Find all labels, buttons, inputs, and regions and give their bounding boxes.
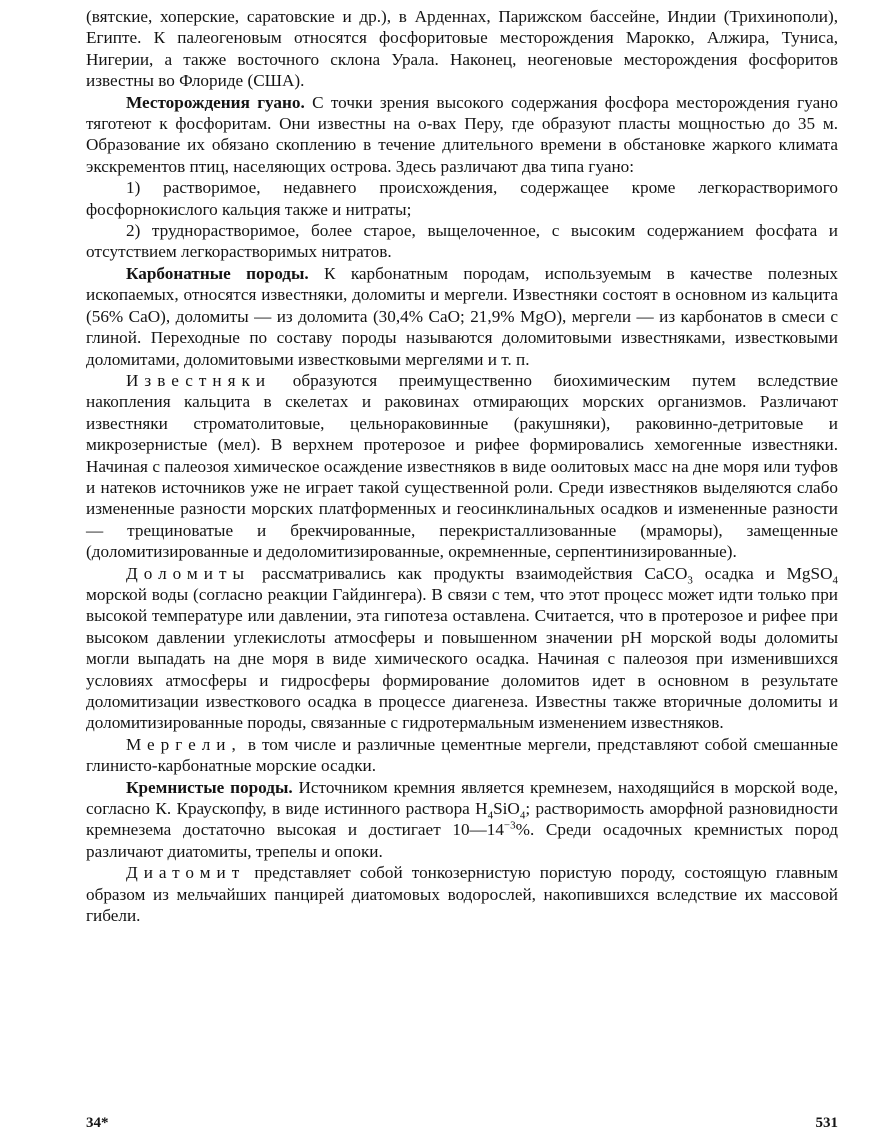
- paragraph-text: в том числе и различные цементные мергели, представляют собой смешанные глинисто-карбонатные морские осадки.: [86, 734, 838, 776]
- paragraph-carbonate-rocks: [86, 263, 838, 370]
- signature-mark: 34*: [86, 1115, 109, 1131]
- paragraph-text: морской воды (согласно реакции Гайдингера). В связи с тем, что этот процесс может идти только при высокой температуре или давлении, эта гипотеза оставлена. Считается, что в протерозое и рифее при высоком давлении углекислоты атмосферы и повышенном значении pH морской воды доломиты могли выпадать на дне моря в виде химического осадка. Начиная с палеозоя при изменившихся условиях атмосферы и гидросферы формирование доломитов идет в основном в результате доломитизации известкового осадка в процессе диагенеза. Известны также вторичные доломиты и доломитизированные породы, связанные с гидротермальным изменением известняков.: [86, 584, 838, 733]
- paragraph-marls: [86, 734, 838, 777]
- paragraph-text: К карбонатным породам, используемым в качестве полезных ископаемых, относятся известняки, доломиты и мергели. Известняки состоят в основном из кальцита (56% CaO), доломиты — из доломита (30,4% CaO; 21,9% MgO), мергели — из карбонатов в смеси с глиной. Переходные по составу породы называются доломитовыми известняками, известковыми доломитами, доломитовыми известковыми мергелями и т. п.: [86, 263, 838, 369]
- paragraph-guano: [86, 92, 838, 178]
- paragraph-text: С точки зрения высокого содержания фосфора месторождения гуано тяготеют к фосфоритам. Они известны на о-вах Перу, где образуют пласты мощностью до 35 м. Образование их обязано скоплению в течение длительного времени в обстановке жаркого климата экскрементов птиц, населяющих острова. Здесь различают два типа гуано:: [86, 92, 838, 176]
- paragraph-text: (вятские, хоперские, саратовские и др.), в Арденнах, Парижском бассейне, Индии (Трихинополи), Египте. К палеогеновым относятся фосфоритовые месторождения Марокко, Алжира, Туниса, Нигерии, а также восточного склона Урала. Наконец, неогеновые месторождения фосфоритов известны во Флориде (США).: [86, 7, 838, 91]
- term-limestones: Известняки: [126, 370, 272, 390]
- section-heading-siliceous: Кремнистые породы.: [126, 777, 293, 797]
- paragraph-text: %. Среди осадочных кремнистых пород различают диатомиты, трепелы и опоки.: [86, 820, 838, 861]
- list-item-text: 1) растворимое, недавнего происхождения, содержащее кроме легкорастворимого фосфорнокислого кальция также и нитраты;: [86, 178, 838, 219]
- paragraph-dolomites: [86, 563, 838, 734]
- paragraph-limestones: [86, 370, 838, 563]
- superscript: −3: [503, 819, 516, 832]
- term-diatomite: Диатомит: [126, 863, 246, 883]
- section-heading-carbonate: Карбонатные породы.: [126, 263, 309, 283]
- paragraph-siliceous-rocks: [86, 777, 838, 863]
- term-dolomites: Доломиты: [126, 563, 251, 583]
- section-heading-guano: Месторождения гуано.: [126, 92, 305, 112]
- paragraph-text: осадка и MgSO: [692, 563, 833, 583]
- list-item-insoluble-guano: [86, 220, 838, 263]
- subscript: 4: [487, 809, 494, 822]
- paragraph-text: ; растворимость аморфной разновидности кремнезема достаточно высокая и достигает 10—14: [86, 799, 838, 840]
- page-text: [86, 6, 838, 1142]
- subscript: 4: [832, 574, 838, 586]
- page-footer: [86, 1113, 838, 1137]
- paragraph-text: SiO: [493, 799, 520, 819]
- paragraph-diatomite: [86, 862, 838, 926]
- list-item-text: 2) труднорастворимое, более старое, выщелоченное, с высоким содержанием фосфата и отсутствием легкорастворимых нитратов.: [86, 221, 838, 262]
- paragraph-phosphorite-deposits: [86, 6, 838, 92]
- paragraph-text: представляет собой тонкозернистую пористую породу, состоящую главным образом из мельчайших панцирей диатомовых водорослей, накопившихся вследствие их массовой гибели.: [86, 863, 838, 926]
- subscript: 3: [687, 574, 693, 586]
- paragraph-text: Источником кремния является кремнезем, находящийся в морской воде, согласно К. Краускопфу, в виде истинного раствора H: [86, 777, 838, 819]
- term-marls: Мергели,: [126, 734, 242, 754]
- paragraph-text: рассматривались как продукты взаимодействия CaCO: [250, 563, 688, 583]
- subscript: 4: [519, 809, 526, 822]
- list-item-soluble-guano: [86, 177, 838, 220]
- page-number: 531: [815, 1115, 838, 1131]
- paragraph-text: образуются преимущественно биохимическим путем вследствие накопления кальцита в скелетах и раковинах отмирающих морских организмов. Различают известняки строматолитовые, цельнораковинные (ракушняки), раковинно-детритовые и микрозернистые (мел). В верхнем протерозое и рифее формировались хемогенные известняки. Начиная с палеозоя химическое осаждение известняков в виде оолитовых масс на дне моря или туфов и натеков источников уже не играет такой существенной роли. Среди известняков выделяются слабо измененные разности морских платформенных и геосинклинальных осадков и измененные разности — трещиноватые и брекчированные, перекристаллизованные (мраморы), замещенные (доломитизированные и дедоломитизированные, окремненные, серпентинизированные).: [86, 370, 838, 562]
